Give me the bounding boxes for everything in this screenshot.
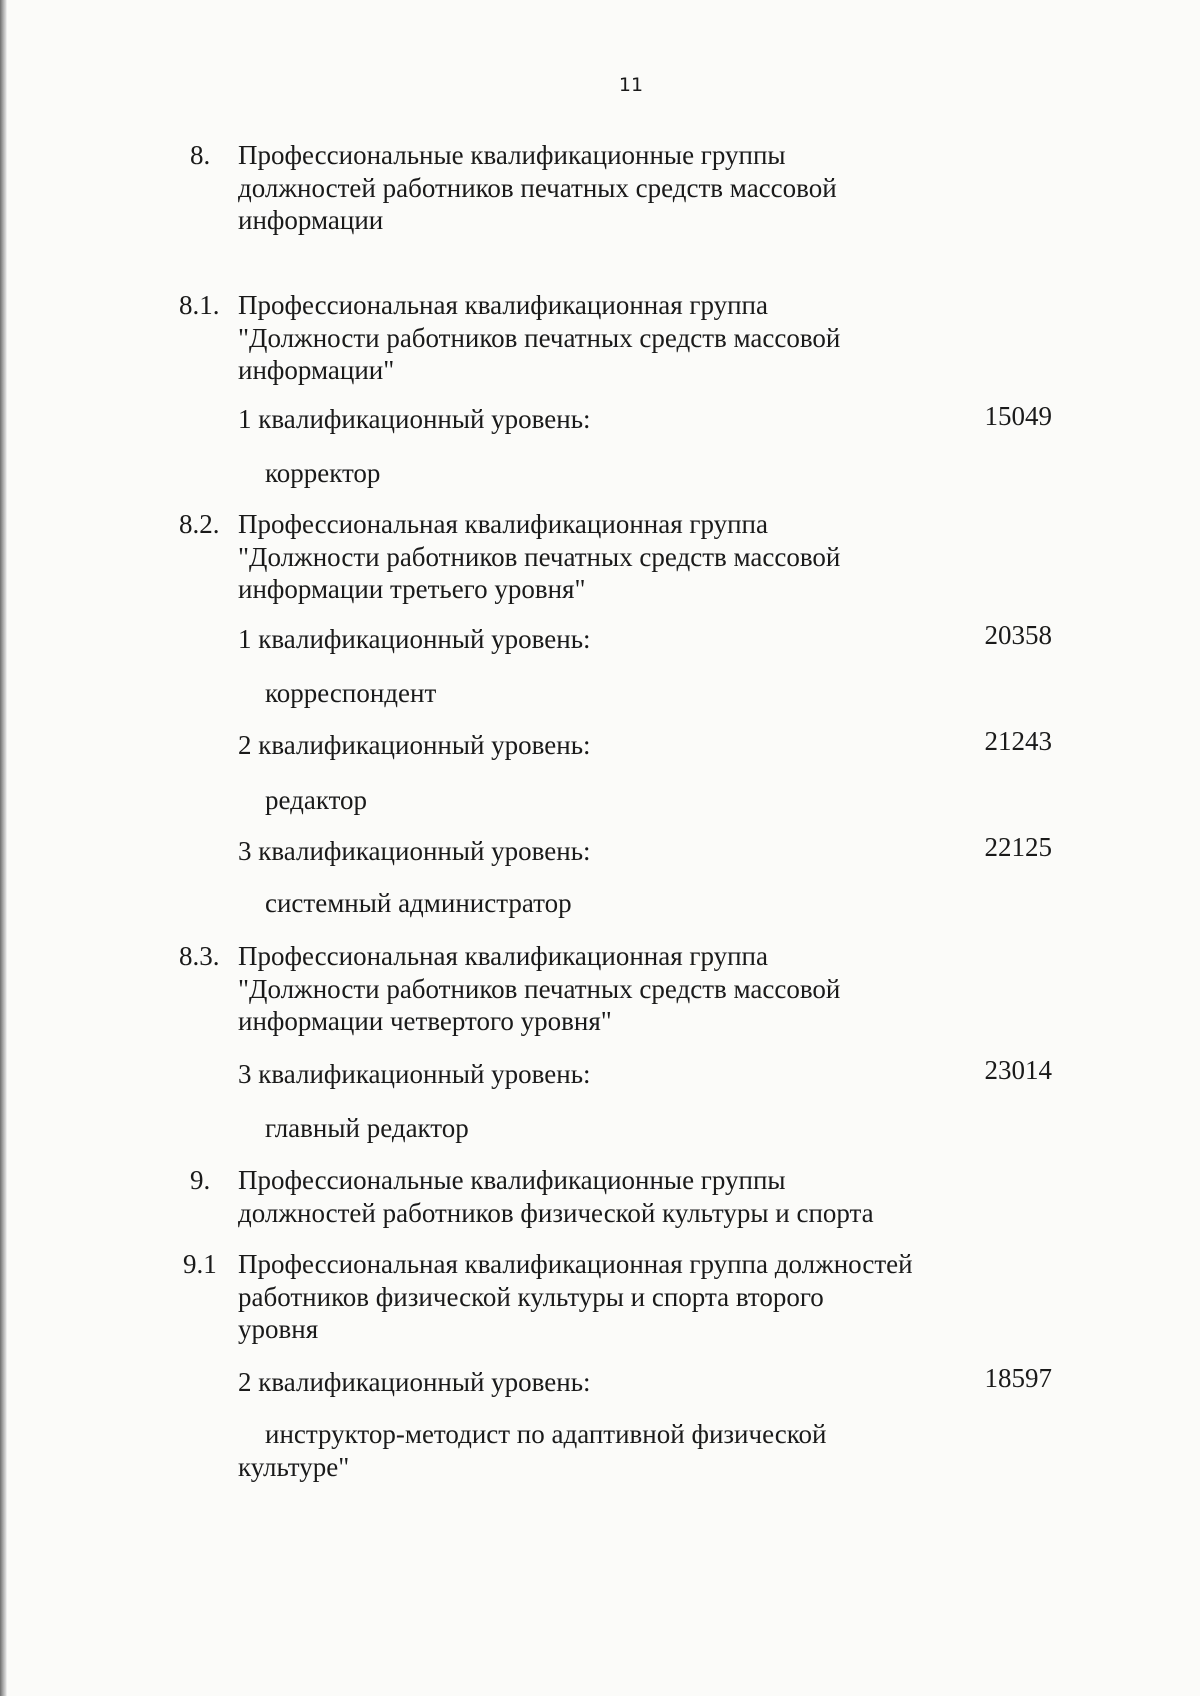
section-8-1-title-line-2: "Должности работников печатных средств массовой	[238, 322, 841, 353]
section-8-1-title-line-3: информации"	[238, 355, 395, 385]
page-number: 11	[618, 74, 644, 96]
section-9-title-line-1: Профессиональные квалификационные группы	[238, 1165, 786, 1195]
level-amount: 21243	[984, 726, 1052, 756]
section-9-1-title	[238, 1248, 958, 1346]
section-8-1-title	[238, 289, 958, 387]
section-8-title	[238, 139, 958, 237]
level-amount: 20358	[984, 620, 1052, 650]
position-name: главный редактор	[265, 1113, 469, 1143]
position-name: корреспондент	[265, 678, 437, 708]
section-8-number: 8.	[190, 140, 211, 170]
section-8-2-title	[238, 508, 958, 606]
section-8-title-line-2: должностей работников печатных средств массовой	[238, 172, 837, 203]
position-name-continued: культуре"	[238, 1452, 350, 1482]
section-9-number: 9.	[190, 1165, 211, 1195]
position-name: корректор	[265, 458, 381, 488]
section-8-title-line-1: Профессиональные квалификационные группы	[238, 140, 786, 170]
section-8-1-number: 8.1.	[179, 290, 220, 320]
section-9-1-title-line-3: уровня	[238, 1314, 319, 1344]
level-amount: 22125	[984, 832, 1052, 862]
position-name: инструктор-методист по адаптивной физической	[265, 1419, 827, 1449]
section-8-3-title	[238, 940, 958, 1038]
section-8-1-title-line-1: Профессиональная квалификационная группа	[238, 290, 768, 320]
section-9-1-title-line-2: работников физической культуры и спорта второго	[238, 1281, 824, 1312]
section-8-3-title-line-2: "Должности работников печатных средств массовой	[238, 973, 841, 1004]
section-9-1-number: 9.1	[183, 1249, 217, 1279]
level-label: 1 квалификационный уровень:	[238, 624, 591, 654]
level-label: 3 квалификационный уровень:	[238, 1059, 591, 1089]
scan-edge	[0, 0, 7, 1696]
section-9-title	[238, 1164, 958, 1229]
level-label: 2 квалификационный уровень:	[238, 730, 591, 760]
section-8-2-title-line-1: Профессиональная квалификационная группа	[238, 509, 768, 539]
section-8-title-line-3: информации	[238, 205, 384, 235]
position-name: редактор	[265, 785, 368, 815]
level-label: 2 квалификационный уровень:	[238, 1367, 591, 1397]
level-amount: 18597	[984, 1363, 1052, 1393]
level-label: 1 квалификационный уровень:	[238, 404, 591, 434]
position-name: системный администратор	[265, 888, 572, 918]
section-9-1-title-line-1: Профессиональная квалификационная группа должностей	[238, 1249, 913, 1279]
section-8-3-title-line-3: информации четвертого уровня"	[238, 1006, 612, 1036]
level-amount: 15049	[984, 401, 1052, 431]
section-8-2-number: 8.2.	[179, 509, 220, 539]
section-9-title-line-2: должностей работников физической культуры и спорта	[238, 1197, 874, 1228]
section-8-3-number: 8.3.	[179, 941, 220, 971]
section-8-3-title-line-1: Профессиональная квалификационная группа	[238, 941, 768, 971]
section-8-2-title-line-2: "Должности работников печатных средств массовой	[238, 541, 841, 572]
level-label: 3 квалификационный уровень:	[238, 836, 591, 866]
section-8-2-title-line-3: информации третьего уровня"	[238, 574, 586, 604]
level-amount: 23014	[984, 1055, 1052, 1085]
